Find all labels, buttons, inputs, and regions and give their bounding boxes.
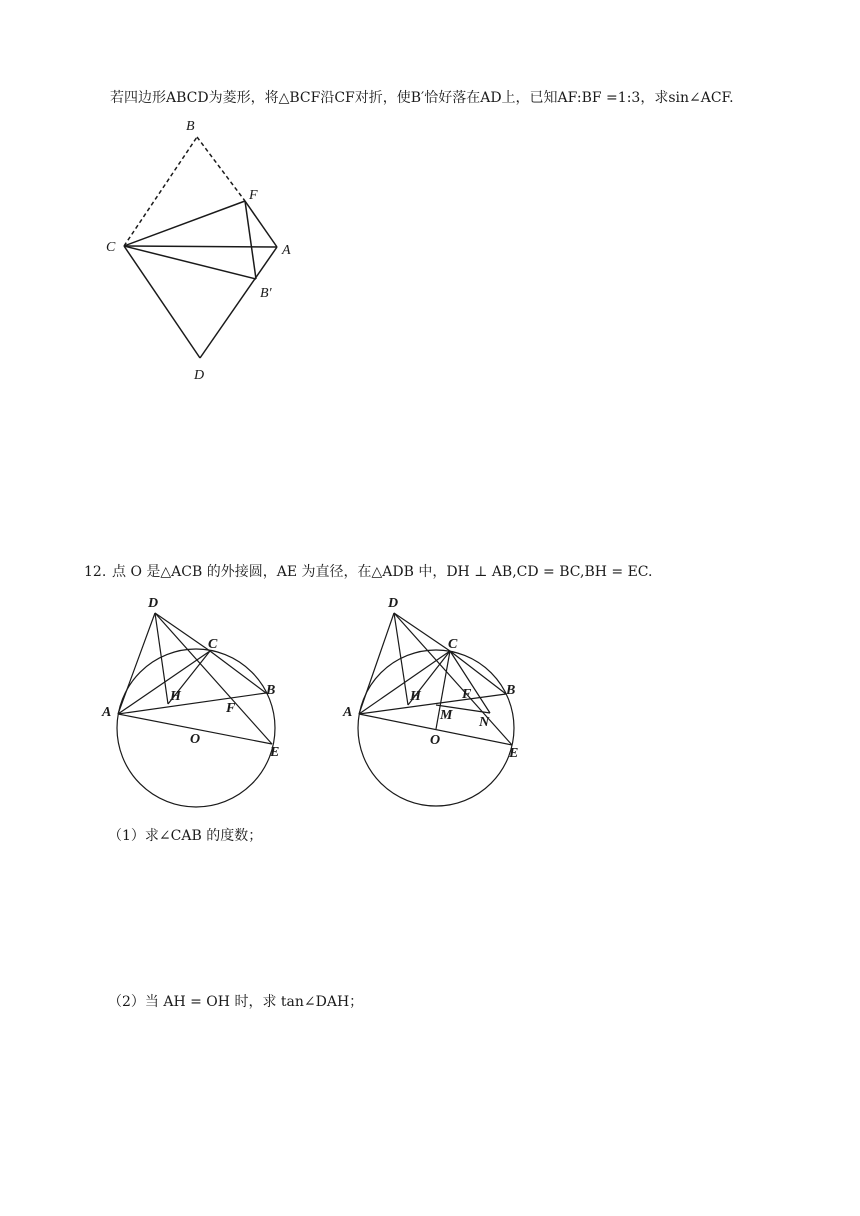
question-2: （2）当 AH = OH 时，求 tan∠DAH； <box>108 994 364 1010</box>
label-C: C <box>208 637 218 652</box>
label-F: F <box>226 701 236 716</box>
problem-11-part-2-text: 若四边形ABCD为菱形，将△BCF沿CF对折，使B′恰好落在AD上，已知AF:BF =1:3，求sin∠ACF. <box>110 90 734 106</box>
segment-DC <box>394 613 450 651</box>
label-M: M <box>440 708 453 723</box>
label-F: F <box>249 188 258 203</box>
label-N: N <box>479 715 490 730</box>
label-F: F <box>462 687 472 702</box>
label-D: D <box>194 368 205 383</box>
label-B: B <box>266 683 276 698</box>
question-1: （1）求∠CAB 的度数； <box>108 828 263 844</box>
label-B: B <box>186 119 195 134</box>
label-B: B <box>506 683 516 698</box>
label-O: O <box>430 733 441 748</box>
label-C: C <box>448 637 458 652</box>
label-B-prime: B′ <box>260 286 272 301</box>
label-A: A <box>102 705 112 720</box>
label-E: E <box>270 745 280 760</box>
label-E: E <box>509 746 519 761</box>
segment-AD <box>359 613 394 714</box>
problem-12-text: 点 O 是△ACB 的外接圆，AE 为直径，在△ADB 中，DH ⊥ AB,CD = BC,BH = EC. <box>112 564 653 580</box>
label-A: A <box>282 243 291 258</box>
problem-12-number: 12. <box>84 564 107 580</box>
label-D: D <box>148 596 159 611</box>
segment-CB <box>450 651 506 694</box>
label-D: D <box>388 596 399 611</box>
label-H: H <box>170 689 181 704</box>
label-C: C <box>106 240 116 255</box>
label-O: O <box>190 732 201 747</box>
label-A: A <box>343 705 353 720</box>
label-H: H <box>410 689 421 704</box>
